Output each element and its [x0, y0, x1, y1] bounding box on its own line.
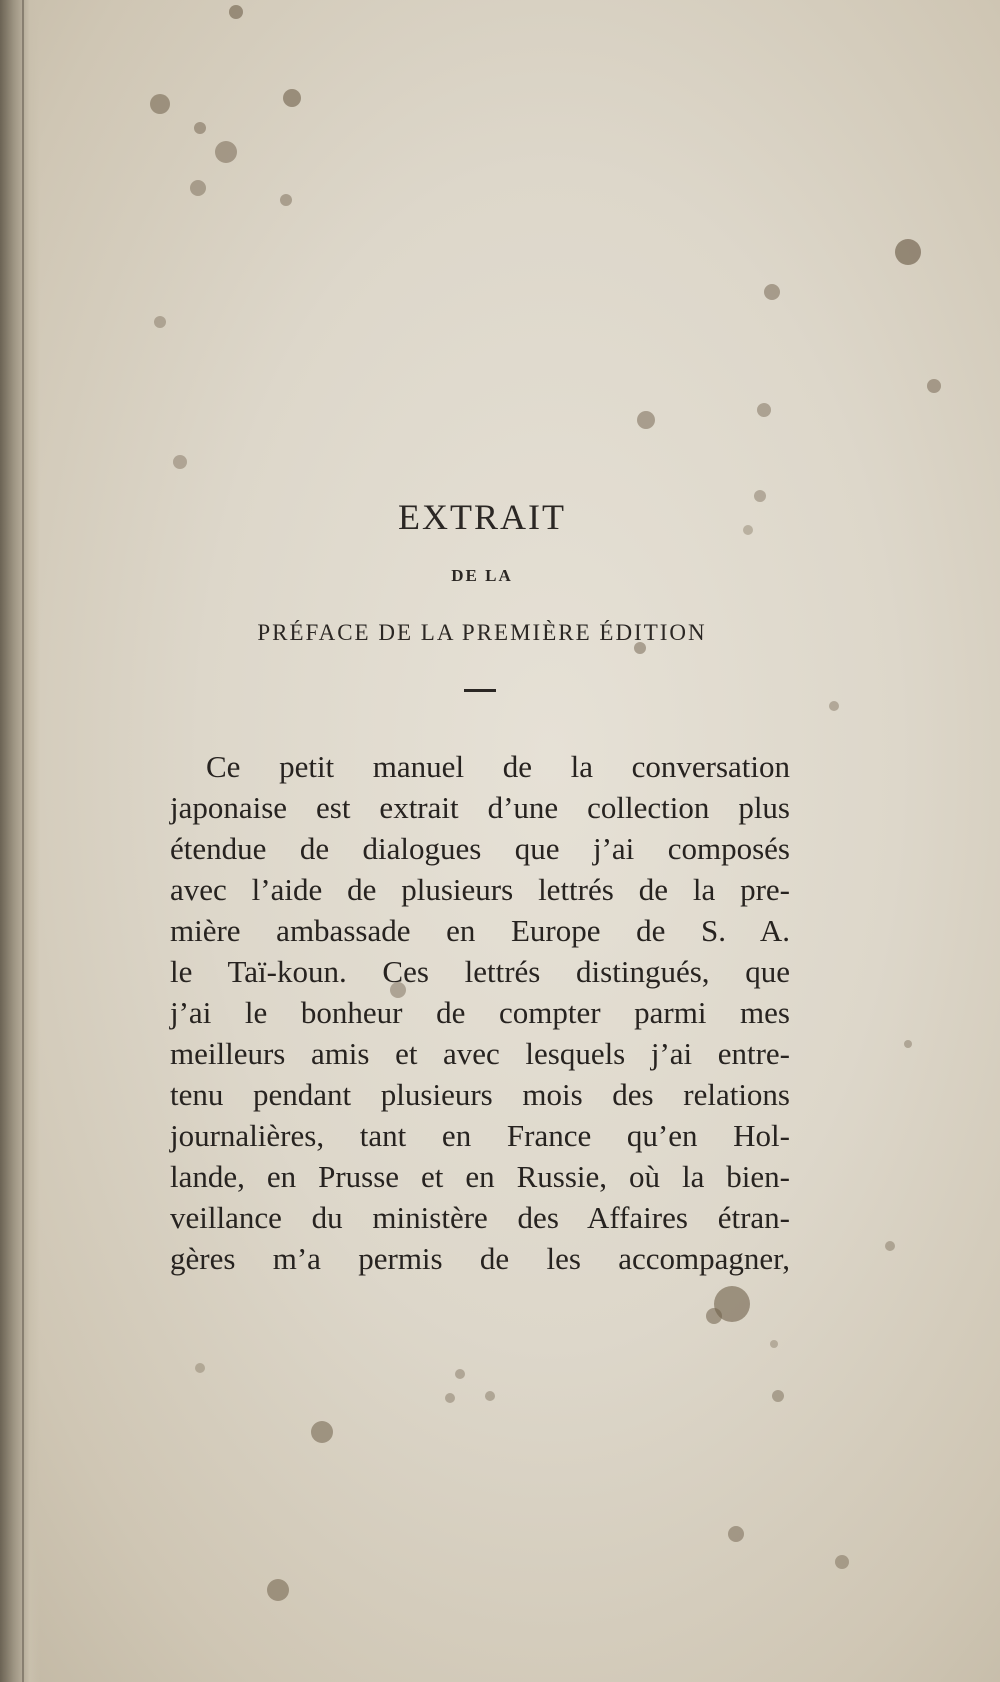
heading-separator: [464, 689, 496, 692]
heading-title: EXTRAIT: [398, 497, 566, 537]
heading-de-la: DE LA: [451, 566, 513, 585]
text-line: meilleurs amis et avec lesquels j’ai entre-: [170, 1036, 790, 1071]
text-line: tenu pendant plusieurs mois des relations: [170, 1077, 790, 1112]
text-line: Ce petit manuel de la conversation: [206, 749, 790, 784]
text-line: journalières, tant en France qu’en Hol-: [170, 1118, 790, 1153]
text-line: mière ambassade en Europe de S. A.: [170, 913, 790, 948]
text-line: gères m’a permis de les accompagner,: [170, 1241, 790, 1276]
heading-subtitle: PRÉFACE DE LA PREMIÈRE ÉDITION: [257, 620, 707, 645]
preface-paragraph: [170, 746, 790, 1279]
text-line: lande, en Prusse et en Russie, où la bien-: [170, 1159, 790, 1194]
text-line: veillance du ministère des Affaires étran-: [170, 1200, 790, 1235]
text-line: étendue de dialogues que j’ai composés: [170, 831, 790, 866]
text-line: avec l’aide de plusieurs lettrés de la pre-: [170, 872, 790, 907]
text-line: le Taï-koun. Ces lettrés distingués, que: [170, 954, 790, 989]
text-line: japonaise est extrait d’une collection plus: [170, 790, 790, 825]
text-line: j’ai le bonheur de compter parmi mes: [170, 995, 790, 1030]
